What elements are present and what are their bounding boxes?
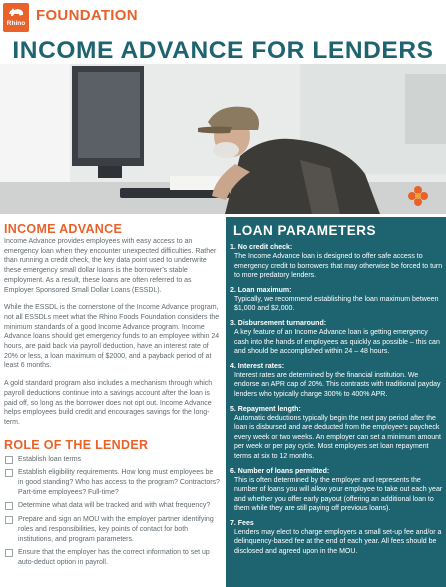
role-checklist xyxy=(4,455,220,568)
checkbox-icon[interactable] xyxy=(5,549,13,557)
parameter-body: Lenders may elect to charge employers a small set-up fee and/or a delinquency-based fee at the end of each year. All fees should be disclosed and agreed upon in the MOU. xyxy=(234,528,442,556)
left-column xyxy=(4,222,220,572)
checklist-item-label: Determine what data will be tracked and with what frequency? xyxy=(18,502,211,510)
parameter-title: 4. Interest rates: xyxy=(230,362,285,370)
parameter-item xyxy=(230,287,444,314)
checklist-item xyxy=(4,455,220,465)
loan-parameters-list xyxy=(230,244,444,563)
photo-scene xyxy=(0,64,446,214)
parameter-item xyxy=(230,520,444,557)
rhino-icon xyxy=(8,6,24,17)
parameter-body: Interest rates are determined by the financial institution. We endorse an APR cap of 20%. This contrasts with traditional payday lenders who typically charge 300% to 400% APR. xyxy=(234,371,441,398)
parameter-body: Automatic deductions typically begin the next pay period after the loan is disbursed and are deducted from the employee’s paycheck every week or two weeks. An employer can set a minimum amount per week or per pay cycle. Most employers set loan repayment terms at six to 12 months. xyxy=(234,414,441,460)
parameter-body: The Income Advance loan is designed to offer safe access to emergency credit to borrowers that may otherwise be forced to turn to more predatory lenders. xyxy=(234,253,443,280)
hero-photo xyxy=(0,64,446,214)
role-heading: ROLE OF THE LENDER xyxy=(4,437,149,452)
loan-parameters-panel xyxy=(226,217,446,587)
parameter-item xyxy=(230,363,444,400)
income-advance-paragraph: While the ESSDL is the cornerstone of the Income Advance program, not all ESSDLs meet what the Rhino Foods Foundation considers the minimum standards of a good Income Advance program. Income Advance loans should get emergency funds to an employee within 24 hours, are paid back via payroll deduction, have an interest rate of 20% or less, a loan maximum of $2000, and a payback period of at least 6 months. xyxy=(4,304,220,370)
checkbox-icon[interactable] xyxy=(5,456,13,464)
income-advance-paragraph: A gold standard program also includes a mechanism through which payroll deductions continue into a savings account after the loan is paid off, so long as the borrower does not opt out. Income Advance helps employees build credit and encourages savings for the long-term. xyxy=(4,380,213,426)
parameter-title: 6. Number of loans permitted: xyxy=(230,467,330,475)
parameter-item xyxy=(230,468,444,514)
checklist-item-label: Establish eligibility requirements. How long must employees be in good standing? Who has access to the program? Contractors? Part-time employees? Full-time? xyxy=(18,469,220,496)
income-advance-heading: INCOME ADVANCE xyxy=(4,222,123,236)
logo-text: Rhino xyxy=(6,20,26,27)
parameter-item xyxy=(230,406,444,462)
parameter-title: 1. No credit check: xyxy=(230,244,293,251)
parameter-title: 2. Loan maximum: xyxy=(230,286,292,294)
checkbox-icon[interactable] xyxy=(5,469,13,477)
parameter-title: 5. Repayment length: xyxy=(230,405,301,413)
parameter-item xyxy=(230,320,444,357)
checkbox-icon[interactable] xyxy=(5,516,13,524)
header xyxy=(0,0,446,32)
checklist-item xyxy=(4,548,220,567)
parameter-item xyxy=(230,244,444,281)
income-advance-paragraph: Income Advance provides employees with easy access to an emergency loan when they encounter unexpected difficulties. Rather than running a credit check, the key data point used to underwrite these emergency small dollar loans is the borrower’s stable employment. As a result, these loans are often referred to as Employer Sponsored Small Dollar Loans (ESSDL). xyxy=(4,238,217,294)
checklist-item xyxy=(4,515,220,544)
checklist-item-label: Ensure that the employer has the correct information to set up auto-deduct option in payroll. xyxy=(18,549,210,566)
parameter-title: 3. Disbursement turnaround: xyxy=(230,319,327,327)
rhino-logo xyxy=(3,3,29,32)
parameter-body: A key feature of an Income Advance loan is getting emergency cash into the hands of employees as quickly as possible – this can and should be accomplished within 24 – 48 hours. xyxy=(234,328,440,356)
parameter-body: Typically, we recommend establishing the loan maximum between $1,000 and $2,000. xyxy=(234,295,439,313)
org-name: FOUNDATION xyxy=(36,7,138,24)
loan-parameters-heading: LOAN PARAMETERS xyxy=(233,223,377,238)
checklist-item-label: Prepare and sign an MOU with the employer partner identifying roles and responsibilities, key points of contact for both institutions, and program parameters. xyxy=(18,516,214,543)
checklist-item xyxy=(4,501,220,511)
checklist-item xyxy=(4,468,220,497)
page-title: INCOME ADVANCE FOR LENDERS xyxy=(12,37,434,64)
parameter-body: This is often determined by the employer and represents the number of loans you will allow your employee to take out each year and whether you offer early payout (offering an additional loan to them while they are still paying off previous loans). xyxy=(234,476,443,513)
parameter-title: 7. Fees xyxy=(230,519,254,527)
checkbox-icon[interactable] xyxy=(5,502,13,510)
checklist-item-label: Establish loan terms xyxy=(18,455,82,463)
